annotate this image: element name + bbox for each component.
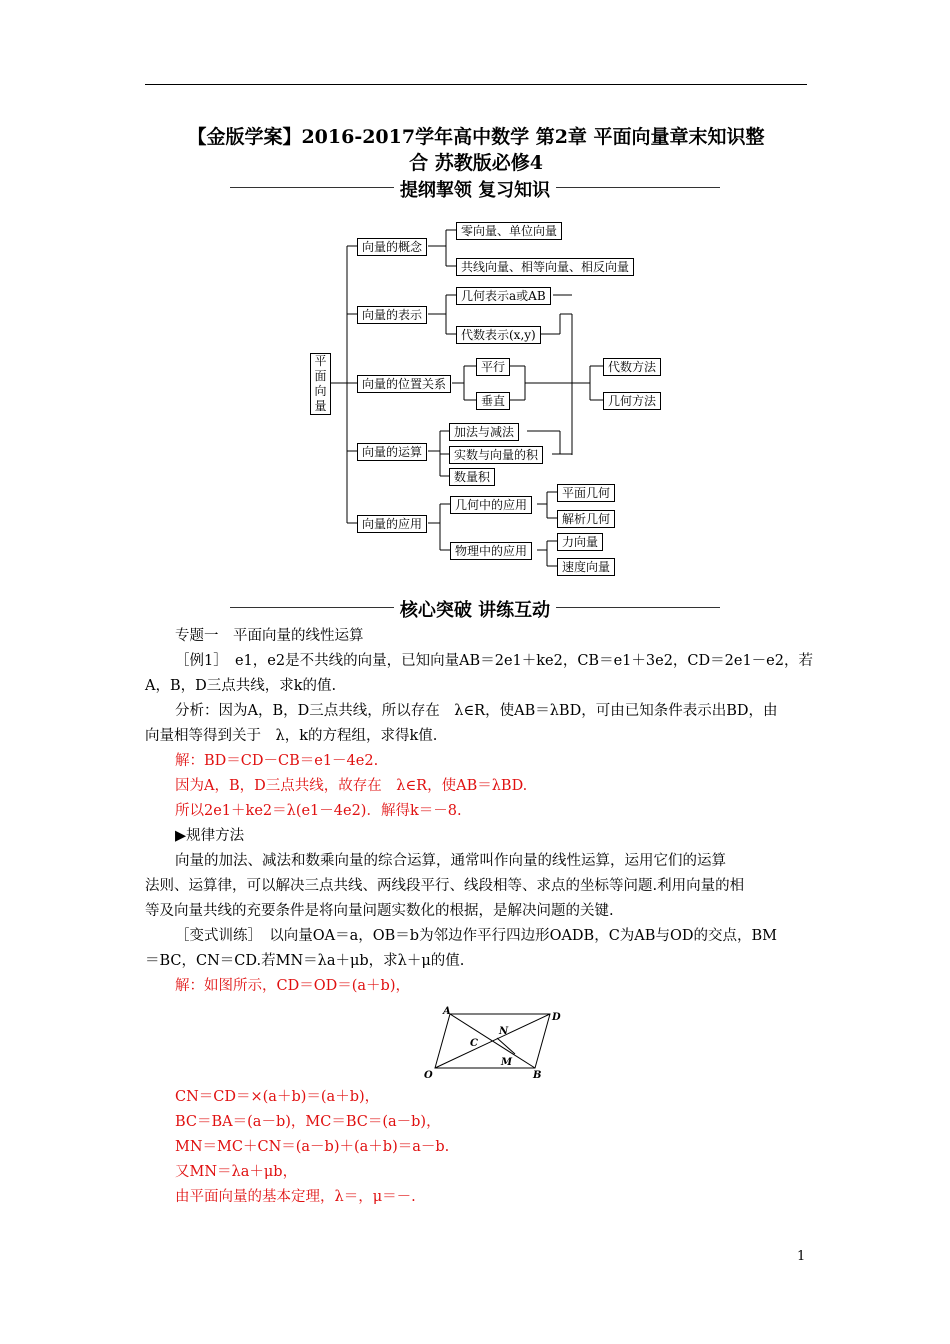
node-alg-method: 代数方法 — [603, 358, 661, 376]
page-number: 1 — [797, 1249, 806, 1264]
label-M: M — [501, 1057, 513, 1068]
analysis-text-1: 分析：因为A，B，D三点共线，所以存在 λ∈R，使AB＝λBD，可由已知条件表示出BD，由 — [175, 703, 778, 719]
node-representation: 向量的表示 — [357, 306, 427, 324]
variant-solution-3: BC＝BA＝(a－b)，MC＝BC＝(a－b)， — [175, 1114, 441, 1130]
doc-title-line2: 合 苏教版必修4 — [409, 152, 543, 174]
rule-text-2: 法则、运算律，可以解决三点共线、两线段平行、线段相等、求点的坐标等问题.利用向量的相 — [145, 878, 745, 894]
analysis-text-2: 向量相等得到关于 λ，k的方程组，求得k值. — [145, 728, 438, 744]
node-scalar-mul: 实数与向量的积 — [449, 446, 543, 464]
node-alg-rep: 代数表示(x,y) — [456, 326, 541, 344]
section-title: 提纲挈领 复习知识 — [394, 180, 556, 201]
node-geo-app: 几何中的应用 — [450, 496, 532, 514]
node-velocity: 速度向量 — [557, 558, 615, 576]
node-parallel: 平行 — [476, 358, 510, 376]
node-concept: 向量的概念 — [357, 238, 427, 256]
solution-line-1: 解：BD＝CD－CB＝e1－4e2. — [175, 753, 379, 769]
label-B: B — [533, 1070, 542, 1081]
node-perpendicular: 垂直 — [476, 392, 510, 410]
solution-line-3: 所以2e1＋ke2＝λ(e1－4e2)．解得k＝－8. — [175, 803, 462, 819]
node-collinear: 共线向量、相等向量、相反向量 — [456, 258, 634, 276]
concept-diagram — [0, 0, 950, 600]
variant-text-1: ［变式训练］ 以向量OA＝a，OB＝b为邻边作平行四边形OADB，C为AB与OD的交点，BM — [175, 928, 777, 944]
node-plane-geo: 平面几何 — [557, 484, 615, 502]
variant-solution-5: 又MN＝λa＋μb， — [175, 1164, 298, 1180]
node-force: 力向量 — [557, 533, 603, 551]
rule-text-3: 等及向量共线的充要条件是将向量问题实数化的根据，是解决问题的关键. — [145, 903, 614, 919]
rule-heading: ▶规律方法 — [175, 828, 245, 844]
variant-solution-2: CN＝CD＝×(a＋b)＝(a＋b)， — [175, 1089, 380, 1105]
root-node: 平面向量 — [310, 353, 331, 415]
node-geo-method: 几何方法 — [603, 392, 661, 410]
parallelogram-figure — [415, 1002, 575, 1082]
node-add-sub: 加法与减法 — [449, 423, 519, 441]
node-dot: 数量积 — [449, 468, 495, 486]
node-application: 向量的应用 — [357, 515, 427, 533]
variant-solution-6: 由平面向量的基本定理，λ＝，μ＝－. — [175, 1189, 416, 1205]
doc-title-line1: 【金版学案】2016-2017学年高中数学 第2章 平面向量章末知识整 — [187, 126, 765, 148]
label-A: A — [443, 1006, 451, 1017]
node-position: 向量的位置关系 — [357, 375, 451, 393]
section-title: 核心突破 讲练互动 — [394, 600, 556, 621]
topic-heading: 专题一 平面向量的线性运算 — [175, 628, 364, 644]
example-text-1: ［例1］ e1，e2是不共线的向量，已知向量AB＝2e1＋ke2，CB＝e1＋3e2，CD＝2e1－e2，若 — [175, 653, 813, 669]
variant-solution-1: 解：如图所示，CD＝OD＝(a＋b)， — [175, 978, 410, 994]
node-operation: 向量的运算 — [357, 443, 427, 461]
node-analytic-geo: 解析几何 — [557, 510, 615, 528]
label-O: O — [424, 1070, 433, 1081]
variant-text-2: ＝BC，CN＝CD.若MN＝λa＋μb，求λ＋μ的值. — [145, 953, 465, 969]
label-C: C — [470, 1038, 478, 1049]
variant-solution-4: MN＝MC＋CN＝(a－b)＋(a＋b)＝a－b. — [175, 1139, 450, 1155]
solution-line-2: 因为A，B，D三点共线，故存在 λ∈R，使AB＝λBD. — [175, 778, 528, 794]
example-text-2: A，B，D三点共线，求k的值. — [145, 678, 337, 694]
label-N: N — [499, 1026, 509, 1037]
node-zero-unit: 零向量、单位向量 — [456, 222, 562, 240]
rule-text-1: 向量的加法、减法和数乘向量的综合运算，通常叫作向量的线性运算，运用它们的运算 — [175, 853, 726, 869]
node-phys-app: 物理中的应用 — [450, 542, 532, 560]
node-geo-rep: 几何表示a或AB — [456, 287, 551, 305]
section-header-core — [230, 596, 720, 621]
label-D: D — [552, 1012, 561, 1023]
